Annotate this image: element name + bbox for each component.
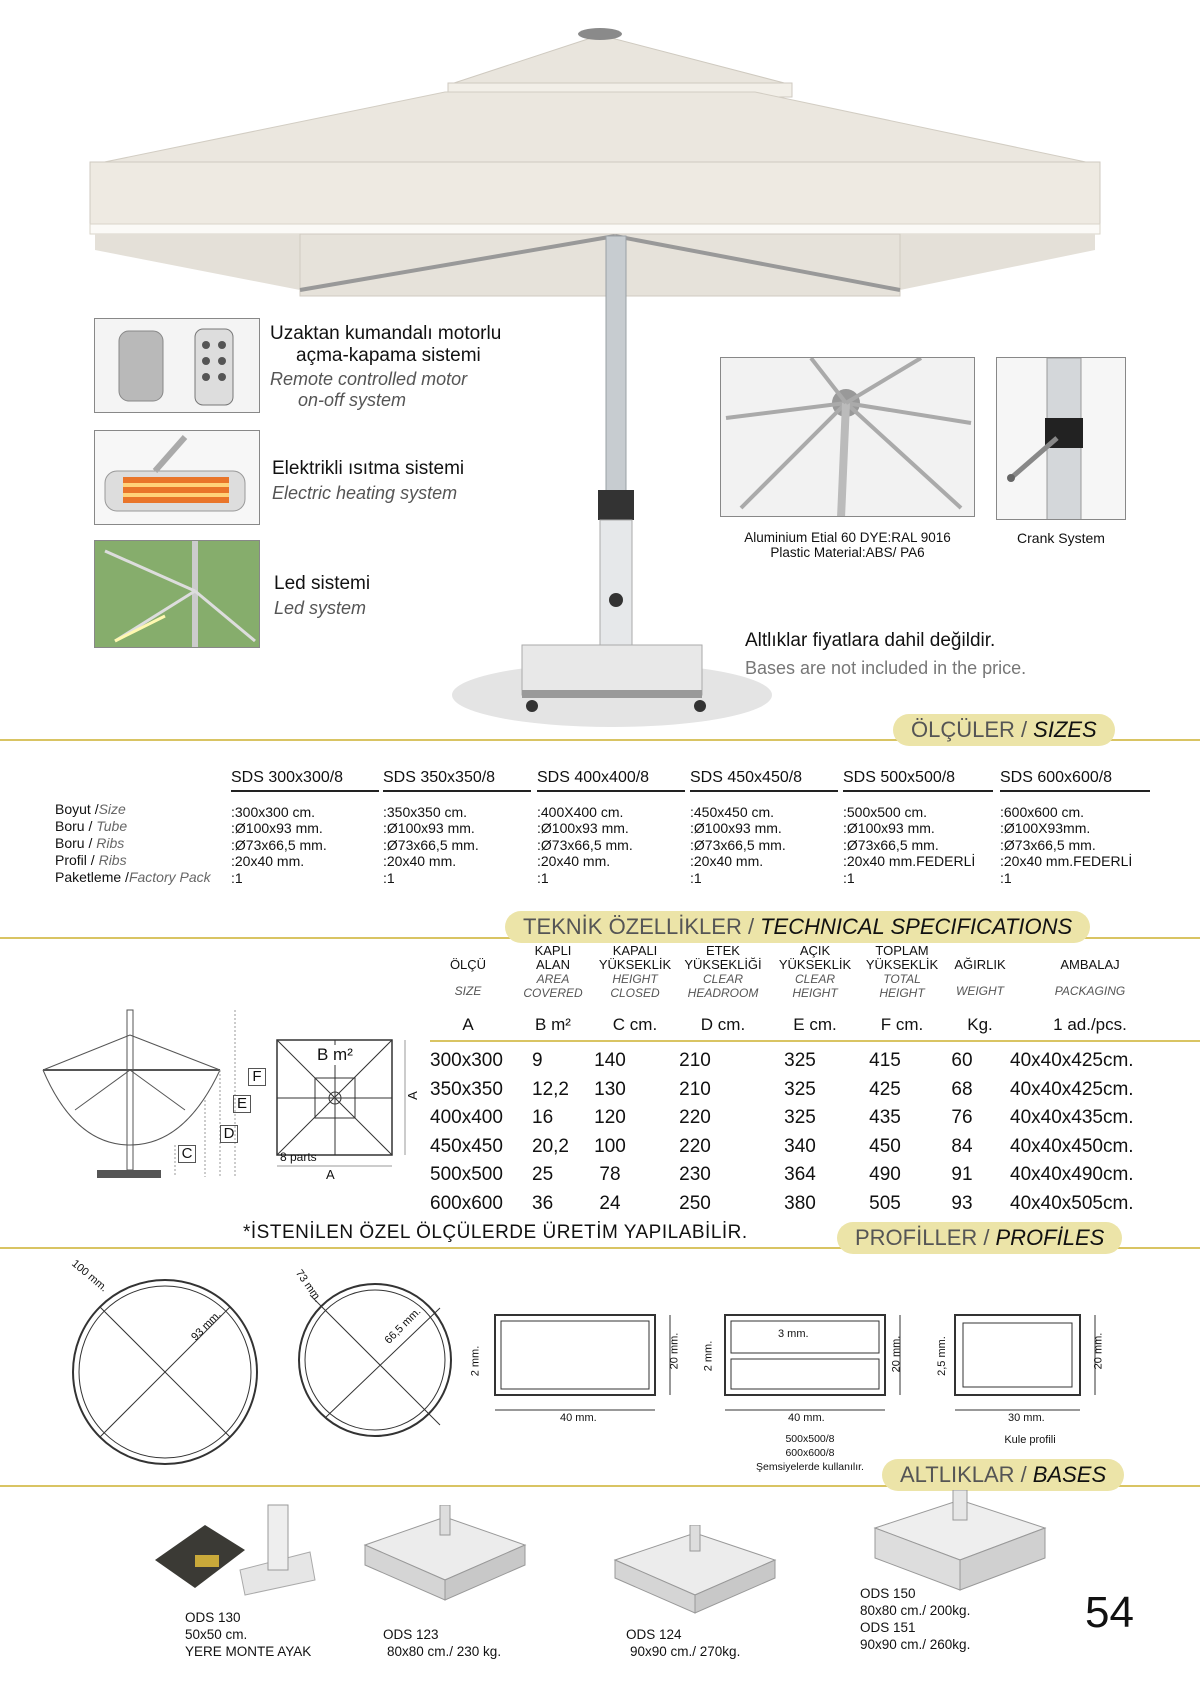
rect3-width-label: 30 mm. bbox=[1008, 1412, 1045, 1424]
profiles-banner-en: PROFİLES bbox=[995, 1225, 1105, 1250]
tech-cell: 25 bbox=[532, 1164, 554, 1185]
rect-profile-1 bbox=[480, 1305, 690, 1425]
tube1-outer-label: 100 mm. bbox=[69, 1257, 110, 1295]
tech-header-unit: B m² bbox=[535, 1015, 571, 1034]
tech-header-tr: KAPALI YÜKSEKLİK bbox=[598, 943, 672, 972]
heater-photo bbox=[94, 430, 260, 525]
base-ods123 bbox=[360, 1505, 530, 1610]
ribs-caption bbox=[720, 530, 975, 560]
feature-led-en: Led system bbox=[274, 598, 367, 618]
tech-cell: 340 bbox=[784, 1135, 816, 1157]
feature-heating-en: Electric heating system bbox=[272, 483, 458, 503]
led-photo bbox=[94, 540, 260, 648]
tech-cell: 130 bbox=[594, 1078, 626, 1100]
label-f: F bbox=[248, 1068, 266, 1086]
tech-header-en: CLEAR HEADROOM bbox=[687, 972, 759, 1000]
rect1-width-label: 40 mm. bbox=[560, 1412, 597, 1424]
tech-header-tr: AMBALAJ bbox=[1060, 957, 1120, 972]
base-ods130-caption: ODS 130 50x50 cm. YERE MONTE AYAK bbox=[185, 1610, 312, 1659]
tech-cell: 76 bbox=[951, 1107, 973, 1128]
tech-cell: 40x40x425cm. bbox=[1010, 1050, 1134, 1071]
tech-header-unit: D cm. bbox=[700, 1015, 746, 1034]
row-label-profile: Profil / Ribs bbox=[55, 852, 127, 868]
tech-cell: 40x40x450cm. bbox=[1010, 1135, 1134, 1157]
feature-led-tr: Led sistemi bbox=[274, 573, 371, 594]
tech-banner bbox=[505, 911, 1090, 943]
tube2-inner-label: 66,5 mm. bbox=[382, 1305, 424, 1347]
model-name: SDS 450x450/8 bbox=[690, 770, 838, 792]
tech-cell: 325 bbox=[784, 1078, 816, 1100]
tech-cell: 435 bbox=[869, 1107, 901, 1128]
tech-header-unit: 1 ad./pcs. bbox=[1053, 1015, 1127, 1034]
tech-cell: 16 bbox=[532, 1107, 554, 1128]
tech-header-en: TOTAL HEIGHT bbox=[879, 972, 925, 1000]
crank-caption: Crank System bbox=[1017, 530, 1105, 546]
model-name: SDS 600x600/8 bbox=[1000, 770, 1150, 792]
feature-remote-en1: Remote controlled motor bbox=[270, 369, 468, 389]
row-label-ribs: Boru / Ribs bbox=[55, 835, 125, 851]
tech-cell: 450 bbox=[869, 1135, 901, 1157]
tech-header-en: HEIGHT CLOSED bbox=[610, 972, 660, 1000]
model-name: SDS 400x400/8 bbox=[537, 770, 685, 792]
base-ods150-caption: ODS 150 80x80 cm./ 200kg. ODS 151 90x90 cm./ 260kg. bbox=[860, 1586, 971, 1652]
bases-banner-tr: ALTLIKLAR / bbox=[900, 1462, 1027, 1487]
tech-cell: 400x400 bbox=[430, 1107, 503, 1128]
base-ods150 bbox=[865, 1490, 1055, 1600]
tech-cell: 380 bbox=[784, 1192, 816, 1214]
tech-cell: 500x500 bbox=[430, 1164, 503, 1185]
tech-cell: 78 bbox=[599, 1164, 621, 1185]
rect2-wall-label: 2 mm. bbox=[702, 1340, 715, 1372]
tech-cell: 490 bbox=[869, 1164, 901, 1185]
tech-cell: 230 bbox=[679, 1164, 711, 1185]
row-label-tube: Boru / Tube bbox=[55, 818, 128, 834]
tech-header-tr: TOPLAM YÜKSEKLİK bbox=[865, 943, 939, 972]
base-ods124-caption: ODS 124 90x90 cm./ 270kg. bbox=[626, 1627, 741, 1659]
label-a-side: A bbox=[404, 1091, 420, 1100]
tech-header-col bbox=[775, 944, 855, 1000]
model-name: SDS 500x500/8 bbox=[843, 770, 993, 792]
tech-cell: 40x40x490cm. bbox=[1010, 1164, 1134, 1185]
tech-header-unit: A bbox=[462, 1015, 474, 1034]
tech-header-en: CLEAR HEIGHT bbox=[792, 972, 838, 1000]
rect-profile-2 bbox=[710, 1305, 910, 1425]
tech-cell: 220 bbox=[679, 1135, 711, 1157]
tech-header-tr: ÖLÇÜ bbox=[449, 957, 487, 972]
tech-header-underline bbox=[430, 1040, 1200, 1042]
bases-banner-en: BASES bbox=[1032, 1462, 1107, 1487]
rect2-usage-note: 500x500/8 600x600/8 Şemsiyelerde kullanılır. bbox=[756, 1433, 864, 1473]
feature-led bbox=[274, 573, 370, 619]
label-area: B m² bbox=[317, 1045, 353, 1064]
feature-remote-en2: on-off system bbox=[298, 390, 407, 410]
tech-cell: 120 bbox=[594, 1107, 626, 1128]
base-ods130 bbox=[150, 1500, 330, 1610]
tech-cell: 325 bbox=[784, 1050, 816, 1071]
tech-header-col bbox=[950, 958, 1010, 998]
tech-header-col bbox=[678, 944, 768, 1000]
tech-cell: 100 bbox=[594, 1135, 626, 1157]
size-col-500: SDS 500x500/8 :500x500 cm. :Ø100x93 mm. :Ø73x66,5 mm. :20x40 mm.FEDERLİ :1 bbox=[843, 770, 993, 887]
tech-cell: 300x300 bbox=[430, 1050, 503, 1071]
ribs-caption-line1: Aluminium Etial 60 DYE:RAL 9016 bbox=[744, 530, 951, 545]
tech-cell: 93 bbox=[951, 1192, 973, 1214]
tech-header-unit: C cm. bbox=[612, 1015, 658, 1034]
tech-cell: 40x40x505cm. bbox=[1010, 1192, 1134, 1214]
size-col-400: SDS 400x400/8 :400X400 cm. :Ø100x93 mm. :Ø73x66,5 mm. :20x40 mm. :1 bbox=[537, 770, 685, 887]
sizes-banner-en: SIZES bbox=[1033, 717, 1097, 742]
tech-header-en: AREA COVERED bbox=[523, 972, 583, 1000]
bases-banner bbox=[882, 1459, 1124, 1491]
tech-header-unit: Kg. bbox=[967, 1015, 993, 1034]
umbrella-side-diagram bbox=[35, 1005, 265, 1185]
tech-header-en: WEIGHT bbox=[956, 984, 1004, 998]
tech-header-col bbox=[518, 944, 588, 1000]
tech-header-col bbox=[1010, 958, 1170, 998]
tech-cell: 364 bbox=[784, 1164, 816, 1185]
feature-heating-tr: Elektrikli ısıtma sistemi bbox=[272, 458, 465, 479]
tech-cell: 84 bbox=[951, 1135, 973, 1157]
tech-cell: 91 bbox=[951, 1164, 973, 1185]
tech-cell: 210 bbox=[679, 1078, 711, 1100]
tech-cell: 40x40x425cm. bbox=[1010, 1078, 1134, 1100]
profiles-banner-tr: PROFİLLER / bbox=[855, 1225, 990, 1250]
tech-cell: 250 bbox=[679, 1192, 711, 1214]
rect2-height-label: 20 mm. bbox=[890, 1335, 903, 1373]
tech-cell: 12,2 bbox=[532, 1078, 569, 1100]
tech-cell: 68 bbox=[951, 1078, 973, 1100]
led-icon bbox=[95, 541, 260, 648]
rect1-wall-label: 2 mm. bbox=[469, 1345, 482, 1377]
rect3-caption: Kule profili bbox=[1004, 1434, 1056, 1446]
row-label-pack: Paketleme /Factory Pack bbox=[55, 869, 211, 885]
ribs-detail-photo bbox=[720, 357, 975, 517]
custom-size-note: *İSTENİLEN ÖZEL ÖLÇÜLERDE ÜRETİM YAPILABİLİR. bbox=[243, 1222, 748, 1243]
tech-cell: 350x350 bbox=[430, 1078, 503, 1100]
base-ods123-caption: ODS 123 80x80 cm./ 230 kg. bbox=[383, 1627, 502, 1659]
tech-cell: 415 bbox=[869, 1050, 901, 1071]
tech-header-tr: KAPLI ALAN bbox=[534, 943, 572, 972]
rect3-height-label: 20 mm. bbox=[1092, 1332, 1105, 1370]
tech-cell: 220 bbox=[679, 1107, 711, 1128]
label-c: C bbox=[178, 1145, 196, 1163]
heater-icon bbox=[95, 431, 260, 525]
tech-header-col bbox=[433, 958, 503, 998]
remote-motor-photo bbox=[94, 318, 260, 413]
profiles-banner bbox=[837, 1222, 1122, 1254]
bases-note-en: Bases are not included in the price. bbox=[745, 658, 1027, 678]
rect2-mid-label: 3 mm. bbox=[778, 1328, 809, 1340]
crank-icon bbox=[997, 358, 1126, 520]
tech-header-tr: AÇIK YÜKSEKLİK bbox=[778, 943, 852, 972]
tech-cell: 450x450 bbox=[430, 1135, 503, 1157]
tech-header-col bbox=[862, 944, 942, 1000]
tech-cell: 325 bbox=[784, 1107, 816, 1128]
tech-cell: 24 bbox=[599, 1192, 621, 1214]
label-parts: 8 parts bbox=[280, 1150, 317, 1164]
tech-header-col bbox=[595, 944, 675, 1000]
crank-photo bbox=[996, 357, 1126, 520]
ribs-caption-line2: Plastic Material:ABS/ PA6 bbox=[770, 545, 925, 560]
tech-cell: 140 bbox=[594, 1050, 626, 1071]
feature-remote-tr2: açma-kapama sistemi bbox=[296, 345, 481, 366]
tech-banner-en: TECHNICAL SPECIFICATIONS bbox=[760, 914, 1073, 939]
tech-cell: 20,2 bbox=[532, 1135, 569, 1157]
label-d: D bbox=[220, 1125, 238, 1143]
tube2-outer-label: 73 mm. bbox=[292, 1267, 324, 1305]
base-ods124 bbox=[610, 1525, 780, 1625]
tech-banner-tr: TEKNİK ÖZELLİKLER / bbox=[523, 914, 755, 939]
tech-header-tr: AĞIRLIK bbox=[954, 957, 1006, 972]
tech-header-unit: F cm. bbox=[880, 1015, 924, 1034]
feature-remote bbox=[270, 323, 501, 411]
sizes-banner-tr: ÖLÇÜLER / bbox=[911, 717, 1028, 742]
rect2-width-label: 40 mm. bbox=[788, 1412, 825, 1424]
model-name: SDS 300x300/8 bbox=[231, 770, 379, 792]
rect1-height-label: 20 mm. bbox=[668, 1332, 681, 1370]
tech-cell: 425 bbox=[869, 1078, 901, 1100]
page-number: 54 bbox=[1085, 1588, 1134, 1637]
size-col-600: SDS 600x600/8 :600x600 cm. :Ø100X93mm. :Ø73x66,5 mm. :20x40 mm.FEDERLİ :1 bbox=[1000, 770, 1150, 887]
model-name: SDS 350x350/8 bbox=[383, 770, 531, 792]
label-a-bottom: A bbox=[326, 1167, 335, 1182]
label-e: E bbox=[233, 1095, 251, 1113]
feature-remote-tr1: Uzaktan kumandalı motorlu bbox=[270, 323, 502, 344]
tech-cell: 36 bbox=[532, 1192, 554, 1214]
row-label-size: Boyut /Size bbox=[55, 801, 126, 817]
sizes-banner bbox=[893, 714, 1115, 746]
tech-header-en: SIZE bbox=[454, 984, 482, 998]
size-col-450: SDS 450x450/8 :450x450 cm. :Ø100x93 mm. :Ø73x66,5 mm. :20x40 mm. :1 bbox=[690, 770, 838, 887]
tech-header-unit: E cm. bbox=[793, 1015, 837, 1034]
tech-cell: 60 bbox=[951, 1050, 973, 1071]
tech-header-en: PACKAGING bbox=[1054, 984, 1126, 998]
tech-cell: 600x600 bbox=[430, 1192, 503, 1214]
bases-note-tr: Altlıklar fiyatlara dahil değildir. bbox=[745, 630, 996, 651]
tech-header-tr: ETEK YÜKSEKLİĞİ bbox=[684, 943, 762, 972]
remote-control-icon bbox=[95, 319, 260, 413]
tech-cell: 9 bbox=[532, 1050, 543, 1071]
tech-cell: 210 bbox=[679, 1050, 711, 1071]
tech-cell: 505 bbox=[869, 1192, 901, 1214]
tech-cell: 40x40x435cm. bbox=[1010, 1107, 1134, 1128]
size-col-350: SDS 350x350/8 :350x350 cm. :Ø100x93 mm. :Ø73x66,5 mm. :20x40 mm. :1 bbox=[383, 770, 531, 887]
size-col-300: SDS 300x300/8 :300x300 cm. :Ø100x93 mm. :Ø73x66,5 mm. :20x40 mm. :1 bbox=[231, 770, 379, 887]
tube1-inner-label: 93 mm. bbox=[189, 1308, 224, 1344]
tube-profile-100 bbox=[60, 1262, 280, 1482]
feature-heating bbox=[272, 458, 464, 504]
rect3-wall-label: 2,5 mm. bbox=[935, 1336, 948, 1376]
